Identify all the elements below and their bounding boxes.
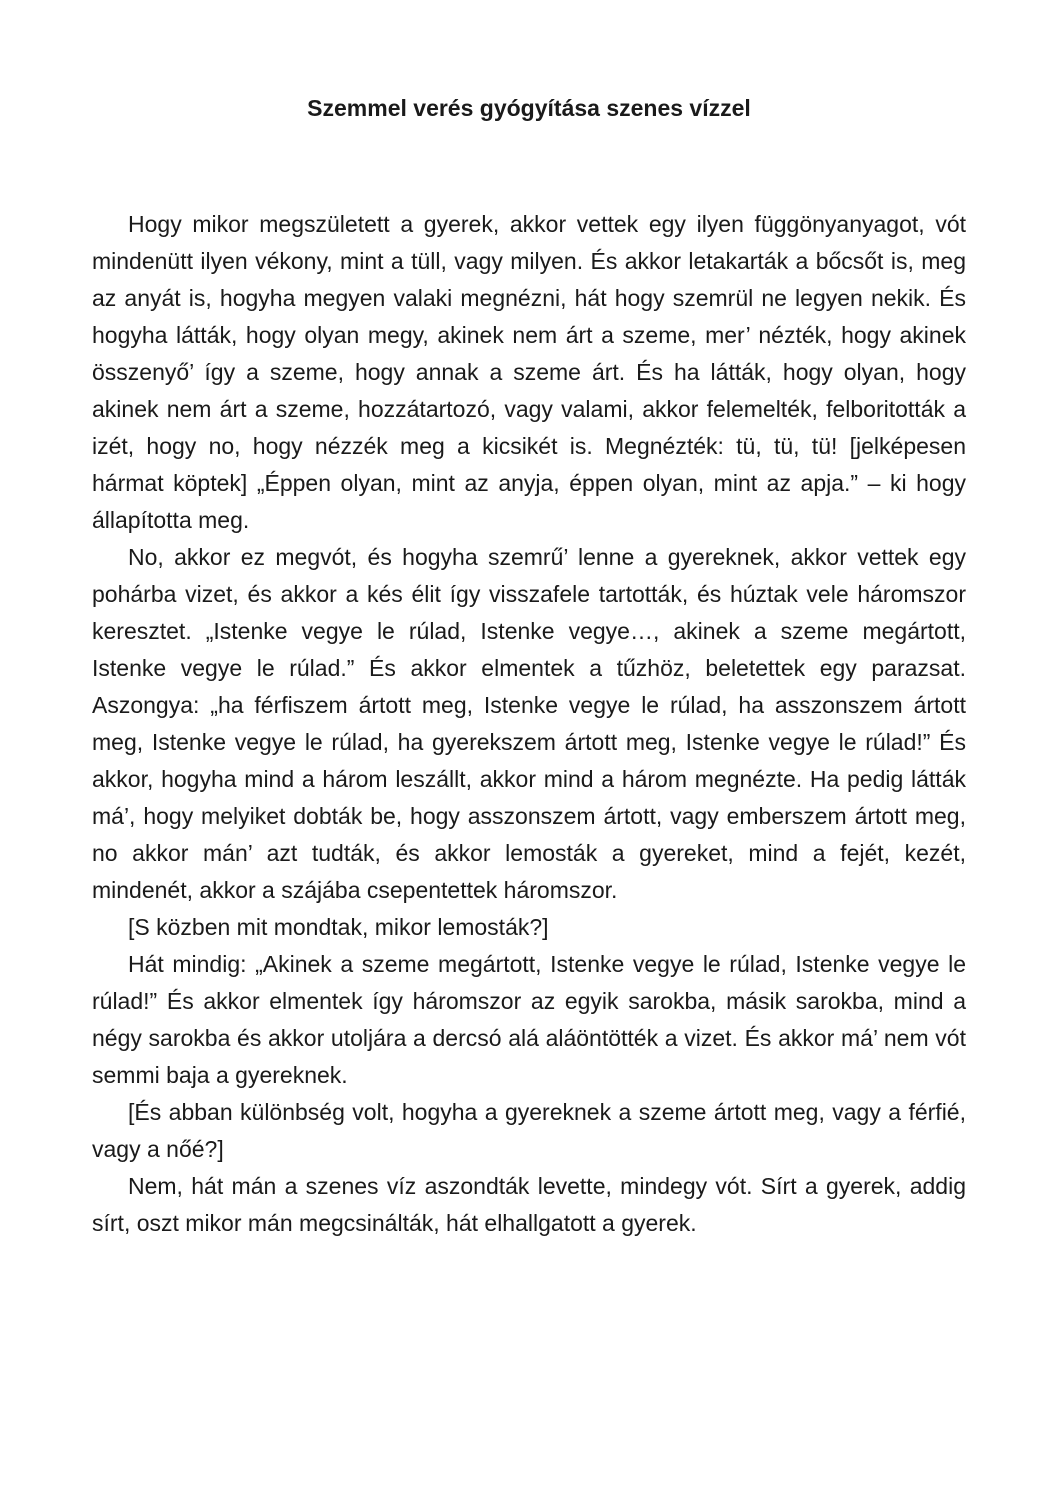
document-body bbox=[92, 206, 966, 1242]
paragraph: Nem, hát mán a szenes víz aszondták levette, mindegy vót. Sírt a gyerek, addig sírt, oszt mikor mán megcsinálták, hát elhallgatott a gyerek. bbox=[92, 1173, 966, 1236]
page-title: Szemmel verés gyógyítása szenes vízzel bbox=[307, 95, 751, 121]
paragraph: Hogy mikor megszületett a gyerek, akkor vettek egy ilyen függönyanyagot, vót mindenütt ilyen vékony, mint a tüll, vagy milyen. És akkor letakarták a bőcsőt is, meg az anyát is, hogyha megyen valaki megnézni, hát hogy szemrül ne legyen nekik. És hogyha látták, hogy olyan megy, akinek nem árt a szeme, mer’ nézték, hogy akinek összenyő’ így a szeme, hogy annak a szeme árt. És ha látták, hogy olyan, hogy akinek nem árt a szeme, hozzátartozó, vagy valami, akkor felemelték, felboritották a izét, hogy no, hogy nézzék meg a kicsikét is. Megnézték: tü, tü, tü! [jelképesen hármat köptek] „Éppen olyan, mint az anyja, éppen olyan, mint az apja.” – ki hogy állapította meg. bbox=[92, 211, 966, 533]
paragraph: [S közben mit mondtak, mikor lemosták?] bbox=[128, 914, 549, 940]
paragraph: No, akkor ez megvót, és hogyha szemrű’ lenne a gyereknek, akkor vettek egy pohárba vizet, és akkor a kés élit így visszafele tartották, és húztak vele háromszor keresztet. „Istenke vegye le rúlad, Istenke vegye…, akinek a szeme megártott, Istenke vegye le rúlad.” És akkor elmentek a tűzhöz, beletettek egy parazsat. Aszongya: „ha férfiszem ártott meg, Istenke vegye le rúlad, ha asszonszem ártott meg, Istenke vegye le rúlad, ha gyerekszem ártott meg, Istenke vegye le rúlad!” És akkor, hogyha mind a három leszállt, akkor mind a három megnézte. Ha pedig látták má’, hogy melyiket dobták be, hogy asszonszem ártott, vagy emberszem ártott meg, no akkor mán’ azt tudták, és akkor lemosták a gyereket, mind a fejét, kezét, mindenét, akkor a szájába csepentettek háromszor. bbox=[92, 544, 966, 903]
paragraph: [És abban különbség volt, hogyha a gyereknek a szeme ártott meg, vagy a férfié, vagy a nőé?] bbox=[92, 1099, 966, 1162]
paragraph: Hát mindig: „Akinek a szeme megártott, Istenke vegye le rúlad, Istenke vegye le rúlad!” És akkor elmentek így háromszor az egyik sarokba, másik sarokba, mind a négy sarokba és akkor utoljára a dercsó alá aláöntötték a vizet. És akkor má’ nem vót semmi baja a gyereknek. bbox=[92, 951, 966, 1088]
document-page bbox=[92, 92, 966, 1242]
